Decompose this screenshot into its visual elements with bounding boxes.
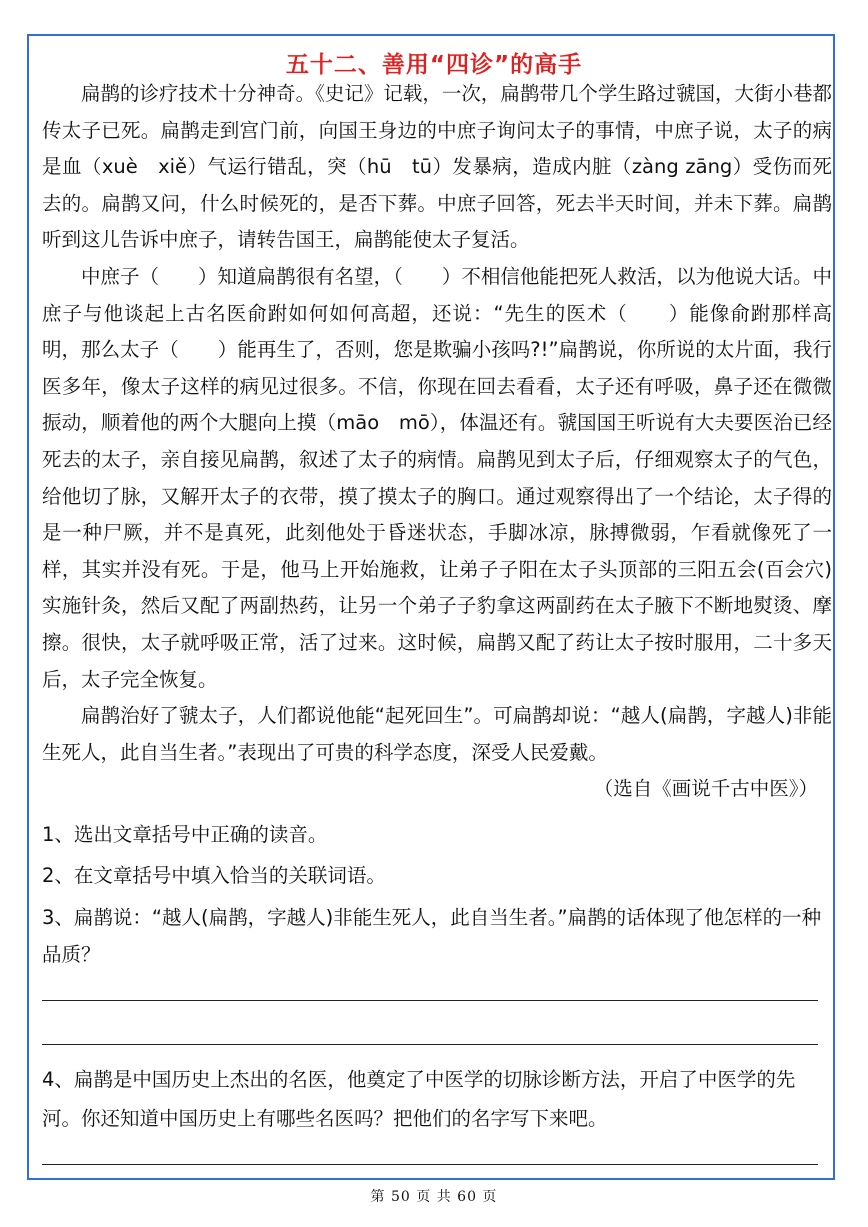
question-3: 3、扁鹊说：“越人(扁鹊，字越人)非能生死人，此自当生者。”扁鹊的话体现了他怎样的一种品质？ (42, 906, 822, 966)
paragraph-3: 扁鹊治好了虢太子，人们都说他能“起死回生”。可扁鹊却说：“越人(扁鹊，字越人)非能生死人，此自当生者。”表现出了可贵的科学态度，深受人民爱戴。 (42, 704, 832, 764)
page-footer: 第 50 页 共 60 页 (370, 1189, 498, 1205)
article-body (42, 76, 832, 973)
paragraph-2: 中庶子（ ）知道扁鹊很有名望，（ ）不相信他能把死人救活，以为他说大话。中庶子与他谈起上古名医俞跗如何如何高超，还说：“先生的医术（ ）能像俞跗那样高明，那么太子（ ）能再生了，否则，您是欺骗小孩吗?!”扁鹊说，你所说的太片面，我行医多年，像太子这样的病见过很多。不信，你现在回去看看，太子还有呼吸，鼻子还在微微振动，顺着他的两个大腿向上摸（māo mō），体温还有。虢国国王听说有大夫要医治已经死去的太子，亲自接见扁鹊，叙述了太子的病情。扁鹊见到太子后，仔细观察太子的气色，给他切了脉，又解开太子的衣带，摸了摸太子的胸口。通过观察得出了一个结论，太子得的是一种尸厥，并不是真死，此刻他处于昏迷状态，手脚冰凉，脉搏微弱，乍看就像死了一样，其实并没有死。于是，他马上开始施救，让弟子子阳在太子头顶部的三阳五会(百会穴)实施针灸，然后又配了两副热药，让另一个弟子子豹拿这两副药在太子腋下不断地熨烫、摩擦。很快，太子就呼吸正常，活了过来。这时候，扁鹊又配了药让太子按时服用，二十多天后，太子完全恢复。 (42, 264, 832, 691)
question-2: 2、在文章括号中填入恰当的关联词语。 (42, 864, 386, 888)
question-4: 4、扁鹊是中国历史上杰出的名医，他奠定了中医学的切脉诊断方法，开启了中医学的先河。你还知道中国历史上有哪些名医吗？把他们的名字写下来吧。 (42, 1068, 796, 1130)
answer-line-1[interactable] (42, 1000, 818, 1001)
question-1: 1、选出文章括号中正确的读音。 (42, 822, 328, 846)
answer-line-2[interactable] (42, 1044, 818, 1045)
source-citation: （选自《画说千古中医》） (593, 777, 818, 801)
paragraph-1: 扁鹊的诊疗技术十分神奇。《史记》记载，一次，扁鹊带几个学生路过虢国，大街小巷都传太子已死。扁鹊走到宫门前，向国王身边的中庶子询问太子的事情，中庶子说，太子的病是血（xuè xiě）气运行错乱，突（hū tū）发暴病，造成内脏（zàng zāng）受伤而死去的。扁鹊又问，什么时候死的，是否下葬。中庶子回答，死去半天时间，并未下葬。扁鹊听到这儿告诉中庶子，请转告国王，扁鹊能使太子复活。 (42, 82, 832, 252)
page-title: 五十二、善用“四诊”的高手 (285, 52, 583, 78)
answer-line-3[interactable] (42, 1164, 818, 1165)
